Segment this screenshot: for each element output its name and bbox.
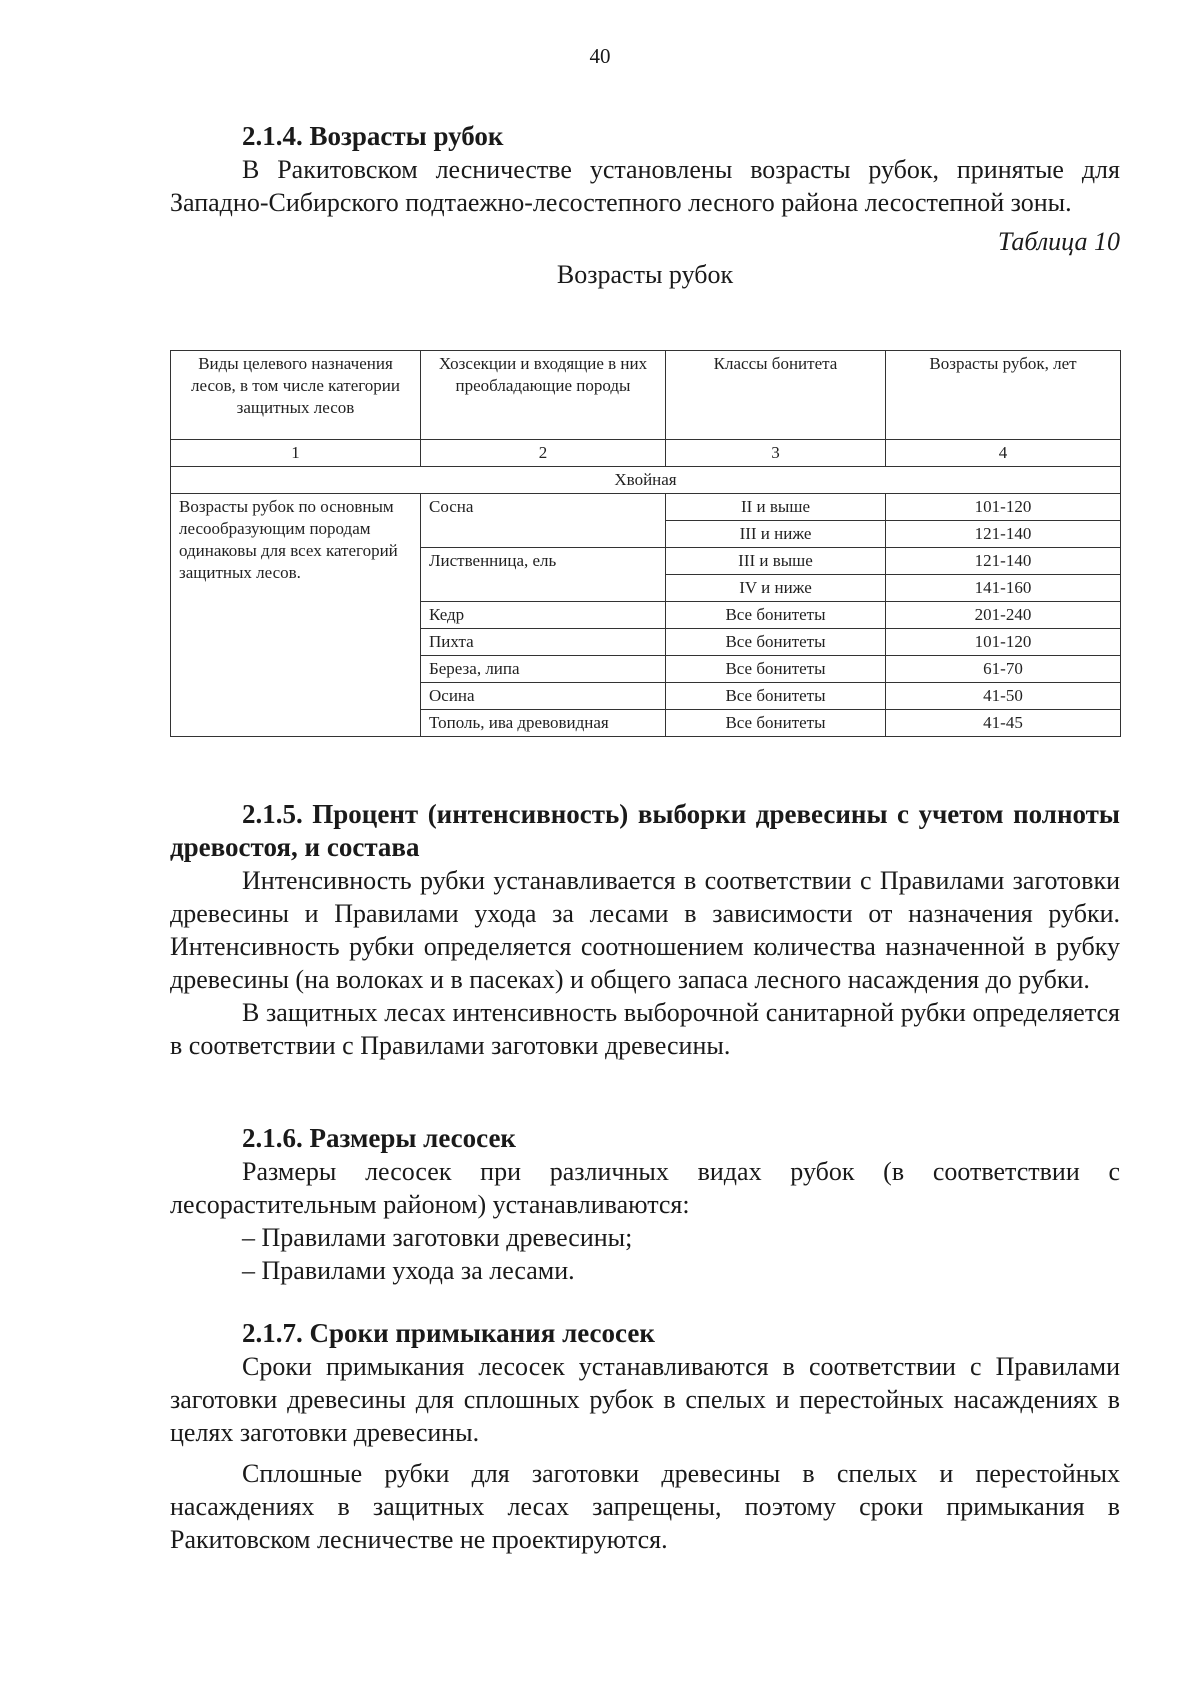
- age-cell: 61-70: [886, 656, 1121, 683]
- class-cell: IV и ниже: [666, 575, 886, 602]
- header-cell: Виды целевого назначения лесов, в том числе категории защитных лесов: [171, 351, 421, 440]
- species-cell: Береза, липа: [421, 656, 666, 683]
- column-number: 2: [421, 440, 666, 467]
- species-cell: Кедр: [421, 602, 666, 629]
- section-title: 2.1.4. Возрасты рубок: [242, 121, 504, 151]
- class-cell: Все бонитеты: [666, 710, 886, 737]
- age-cell: 41-45: [886, 710, 1121, 737]
- species-cell: Тополь, ива древовидная: [421, 710, 666, 737]
- table-row: [171, 494, 1121, 521]
- section-title: 2.1.6. Размеры лесосек: [242, 1123, 516, 1153]
- class-cell: Все бонитеты: [666, 683, 886, 710]
- group-row: [171, 467, 1121, 494]
- paragraph: В Ракитовском лесничестве установлены возрасты рубок, принятые для Западно-Сибирского подтаежно-лесостепного лесного района лесостепной зоны.: [170, 155, 1120, 217]
- cutting-ages-table: [170, 350, 1121, 737]
- species-cell: Осина: [421, 683, 666, 710]
- class-cell: III и выше: [666, 548, 886, 575]
- column-number: 1: [171, 440, 421, 467]
- paragraph: Интенсивность рубки устанавливается в соответствии с Правилами заготовки древесины и Правилами ухода за лесами в зависимости от назначения рубки. Интенсивность рубки определяется соотношением количества назначенной в рубку древесины (на волоках и в пасеках) и общего запаса лесного насаждения до рубки.: [170, 866, 1120, 994]
- header-row: [171, 351, 1121, 440]
- paragraph: Сплошные рубки для заготовки древесины в спелых и перестойных насаждениях в защитных лесах запрещены, поэтому сроки примыкания в Ракитовском лесничестве не проектируются.: [170, 1459, 1120, 1554]
- list-item: – Правилами ухода за лесами.: [242, 1256, 575, 1285]
- class-cell: III и ниже: [666, 521, 886, 548]
- column-number-row: [171, 440, 1121, 467]
- species-cell: Пихта: [421, 629, 666, 656]
- class-cell: Все бонитеты: [666, 602, 886, 629]
- paragraph: Размеры лесосек при различных видах рубок (в соответствии с лесорастительным районом) устанавливаются:: [170, 1157, 1120, 1219]
- age-cell: 41-50: [886, 683, 1121, 710]
- group-label: Хвойная: [171, 467, 1121, 494]
- list-item: – Правилами заготовки древесины;: [242, 1223, 633, 1252]
- age-cell: 121-140: [886, 548, 1121, 575]
- page-number: 40: [589, 44, 611, 68]
- category-cell: Возрасты рубок по основным лесообразующим породам одинаковы для всех категорий защитных лесов.: [171, 494, 421, 737]
- section-2-1-6: [170, 1122, 1120, 1287]
- age-cell: 201-240: [886, 602, 1121, 629]
- paragraph: В защитных лесах интенсивность выборочной санитарной рубки определяется в соответствии с Правилами заготовки древесины.: [170, 998, 1120, 1060]
- class-cell: II и выше: [666, 494, 886, 521]
- section-2-1-7: [170, 1317, 1120, 1556]
- header-cell: Классы бонитета: [666, 351, 886, 440]
- table-caption: Таблица 10: [997, 227, 1120, 256]
- section-title: 2.1.7. Сроки примыкания лесосек: [242, 1318, 655, 1348]
- table-title: Возрасты рубок: [556, 260, 734, 289]
- age-cell: 141-160: [886, 575, 1121, 602]
- species-cell: Сосна: [421, 494, 666, 548]
- section-2-1-4: [170, 120, 1120, 291]
- section-title: 2.1.5. Процент (интенсивность) выборки древесины с учетом полноты древостоя, и состава: [170, 799, 1120, 862]
- section-2-1-5: [170, 798, 1120, 1062]
- age-cell: 101-120: [886, 494, 1121, 521]
- column-number: 3: [666, 440, 886, 467]
- header-cell: Хозсекции и входящие в них преобладающие породы: [421, 351, 666, 440]
- paragraph: Сроки примыкания лесосек устанавливаются в соответствии с Правилами заготовки древесины для сплошных рубок в спелых и перестойных насаждениях в целях заготовки древесины.: [170, 1352, 1120, 1447]
- column-number: 4: [886, 440, 1121, 467]
- species-cell: Лиственница, ель: [421, 548, 666, 602]
- class-cell: Все бонитеты: [666, 629, 886, 656]
- class-cell: Все бонитеты: [666, 656, 886, 683]
- age-cell: 101-120: [886, 629, 1121, 656]
- header-cell: Возрасты рубок, лет: [886, 351, 1121, 440]
- age-cell: 121-140: [886, 521, 1121, 548]
